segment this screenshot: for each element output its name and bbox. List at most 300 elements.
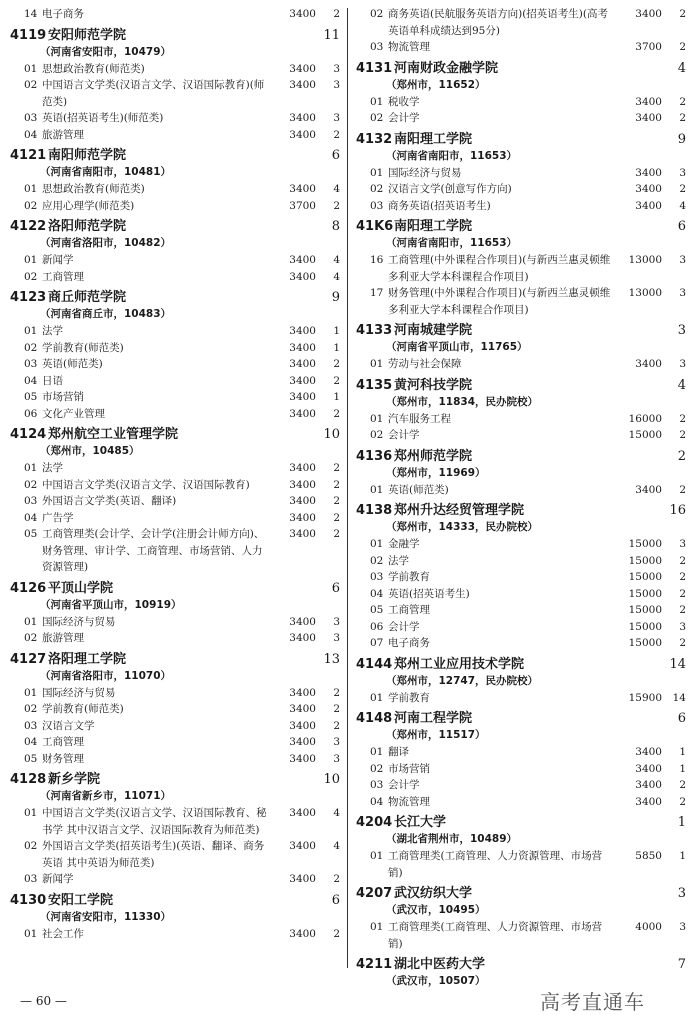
major-quota: 2 bbox=[679, 183, 686, 195]
major-row bbox=[356, 198, 686, 215]
major-row bbox=[356, 110, 686, 127]
major-code: 02 bbox=[24, 478, 38, 491]
major-fee: 15000 bbox=[628, 538, 662, 550]
school-quota: 3 bbox=[677, 886, 686, 901]
major-row bbox=[356, 427, 686, 444]
major-fee: 3400 bbox=[289, 341, 316, 354]
major-code: 02 bbox=[370, 183, 384, 195]
school-location: （河南省南阳市，11653） bbox=[386, 237, 518, 249]
major-row bbox=[10, 871, 340, 888]
major-code: 01 bbox=[370, 746, 384, 758]
major-name: 学前教育(师范类) bbox=[42, 703, 124, 715]
major-row bbox=[356, 744, 686, 761]
major-code: 01 bbox=[370, 95, 384, 108]
major-name: 财务管理 bbox=[42, 752, 84, 765]
school-code: 4123 bbox=[10, 290, 47, 305]
major-quota: 1 bbox=[679, 850, 686, 862]
school-header bbox=[10, 286, 340, 306]
major-name: 物流管理 bbox=[388, 41, 430, 53]
major-row bbox=[10, 718, 340, 735]
major-quota: 3 bbox=[333, 62, 340, 75]
major-name: 学前教育(师范类) bbox=[42, 341, 124, 354]
major-name: 新闻学 bbox=[42, 254, 74, 266]
major-row bbox=[10, 510, 340, 527]
major-row bbox=[10, 389, 340, 406]
school-quota: 2 bbox=[677, 448, 686, 464]
major-quota: 2 bbox=[333, 528, 340, 540]
major-fee: 3400 bbox=[635, 483, 662, 496]
major-row bbox=[10, 340, 340, 357]
major-row bbox=[10, 356, 340, 373]
major-code: 02 bbox=[24, 341, 38, 354]
school-location: （湖北省荆州市，10489） bbox=[386, 833, 518, 845]
major-code: 02 bbox=[24, 199, 38, 212]
major-row bbox=[10, 685, 340, 702]
major-code: 01 bbox=[370, 358, 384, 370]
school-header bbox=[356, 882, 686, 902]
major-code: 06 bbox=[24, 407, 38, 420]
major-code: 02 bbox=[24, 632, 38, 644]
major-name: 国际经济与贸易 bbox=[42, 686, 116, 699]
major-row bbox=[356, 619, 686, 636]
major-name: 工商管理(中外课程合作项目)(与新西兰惠灵顿维多利亚大学本科课程合作项目) bbox=[388, 254, 611, 283]
school-location: （河南省洛阳市，11070） bbox=[40, 669, 172, 682]
school-name: 洛阳理工学院 bbox=[48, 651, 127, 667]
major-name: 电子商务 bbox=[388, 637, 430, 649]
school-code: 4119 bbox=[10, 27, 47, 43]
major-row bbox=[10, 373, 340, 390]
major-row bbox=[356, 252, 686, 285]
school-name: 安阳师范学院 bbox=[48, 27, 127, 43]
major-row bbox=[356, 761, 686, 778]
major-fee: 15000 bbox=[628, 604, 662, 616]
major-name: 法学 bbox=[42, 462, 63, 474]
school-quota: 13 bbox=[323, 651, 340, 667]
school-quota: 16 bbox=[669, 503, 686, 518]
major-quota: 3 bbox=[333, 736, 340, 748]
major-row bbox=[10, 460, 340, 477]
school-code: 4128 bbox=[10, 772, 47, 787]
major-fee: 3700 bbox=[289, 199, 316, 212]
major-code: 03 bbox=[24, 873, 38, 885]
major-row bbox=[356, 635, 686, 652]
school-header bbox=[356, 128, 686, 148]
major-name: 税收学 bbox=[388, 95, 420, 108]
school-header bbox=[10, 144, 340, 164]
major-code: 02 bbox=[370, 762, 384, 775]
major-name: 国际经济与贸易 bbox=[388, 166, 462, 179]
major-code: 01 bbox=[370, 850, 384, 862]
school-location: （郑州市，11834，民办院校） bbox=[386, 395, 539, 408]
major-quota: 1 bbox=[333, 391, 340, 403]
major-fee: 3400 bbox=[635, 183, 662, 195]
major-quota: 2 bbox=[333, 358, 340, 370]
school-header bbox=[356, 811, 686, 831]
major-name: 日语 bbox=[42, 374, 63, 387]
major-fee: 16000 bbox=[628, 412, 662, 425]
school-name: 洛阳师范学院 bbox=[48, 219, 127, 234]
major-quota: 2 bbox=[333, 462, 340, 474]
major-fee: 3400 bbox=[289, 358, 316, 370]
school-code: 4211 bbox=[356, 957, 393, 972]
major-code: 02 bbox=[24, 840, 38, 852]
major-fee: 15900 bbox=[628, 691, 662, 704]
major-fee: 3400 bbox=[289, 79, 316, 91]
major-fee: 13000 bbox=[628, 254, 662, 266]
school-location: （河南省安阳市，11330） bbox=[40, 910, 172, 923]
major-name: 电子商务 bbox=[42, 8, 84, 20]
major-code: 04 bbox=[24, 511, 38, 524]
page-number: — 60 — bbox=[20, 994, 67, 1008]
school-quota: 14 bbox=[669, 656, 686, 672]
major-fee: 3400 bbox=[289, 528, 316, 540]
major-row bbox=[10, 805, 340, 838]
major-name: 汉语言文学 bbox=[42, 719, 95, 732]
major-row bbox=[10, 269, 340, 286]
school-quota: 9 bbox=[331, 290, 340, 305]
major-name: 汉语言文学(创意写作方向) bbox=[388, 183, 512, 195]
major-quota: 2 bbox=[333, 873, 340, 885]
major-code: 01 bbox=[370, 483, 384, 496]
school-code: 4126 bbox=[10, 580, 47, 596]
school-code: 4138 bbox=[356, 503, 393, 518]
major-name: 金融学 bbox=[388, 538, 420, 550]
major-code: 01 bbox=[24, 183, 38, 195]
major-fee: 15000 bbox=[628, 429, 662, 441]
major-code: 04 bbox=[24, 128, 38, 141]
major-row bbox=[356, 482, 686, 499]
major-code: 02 bbox=[370, 8, 384, 20]
major-quota: 1 bbox=[333, 325, 340, 337]
school-code: 4131 bbox=[356, 60, 393, 76]
major-fee: 3400 bbox=[635, 95, 662, 108]
major-quota: 3 bbox=[679, 254, 686, 266]
major-name: 会计学 bbox=[388, 429, 420, 441]
major-code: 02 bbox=[24, 703, 38, 715]
school-code: 4127 bbox=[10, 651, 47, 667]
school-quota: 6 bbox=[331, 892, 340, 908]
major-fee: 3400 bbox=[289, 719, 316, 732]
school-code: 4124 bbox=[10, 427, 47, 442]
major-code: 01 bbox=[370, 538, 384, 550]
school-name: 郑州师范学院 bbox=[394, 448, 473, 464]
major-quota: 2 bbox=[679, 412, 686, 425]
school-location: （郑州市，11517） bbox=[386, 729, 486, 741]
major-code: 03 bbox=[24, 495, 38, 507]
major-fee: 3400 bbox=[289, 736, 316, 748]
major-code: 16 bbox=[370, 254, 384, 266]
major-row bbox=[10, 614, 340, 631]
major-name: 文化产业管理 bbox=[42, 407, 105, 420]
major-code: 14 bbox=[24, 8, 38, 20]
school-quota: 7 bbox=[677, 957, 686, 972]
school-name: 河南城建学院 bbox=[394, 323, 473, 338]
major-row bbox=[356, 411, 686, 428]
major-fee: 4000 bbox=[635, 921, 662, 933]
major-quota: 3 bbox=[679, 921, 686, 933]
major-fee: 3400 bbox=[289, 807, 316, 819]
major-code: 03 bbox=[24, 112, 38, 124]
major-name: 外国语言文学类(招英语考生)(英语、翻译、商务英语 其中英语为师范类) bbox=[42, 840, 265, 869]
major-quota: 2 bbox=[679, 483, 686, 496]
major-fee: 15000 bbox=[628, 587, 662, 600]
major-name: 外国语言文学类(英语、翻译) bbox=[42, 495, 177, 507]
major-quota: 2 bbox=[679, 637, 686, 649]
major-quota: 2 bbox=[333, 703, 340, 715]
school-header bbox=[10, 215, 340, 235]
major-row bbox=[10, 323, 340, 340]
major-quota: 3 bbox=[333, 79, 340, 91]
major-name: 物流管理 bbox=[388, 795, 430, 808]
major-quota: 3 bbox=[333, 112, 340, 124]
major-code: 02 bbox=[24, 79, 38, 91]
major-fee: 3400 bbox=[289, 752, 316, 765]
school-header bbox=[356, 953, 686, 973]
major-row bbox=[10, 526, 340, 576]
major-row bbox=[10, 110, 340, 127]
major-fee: 13000 bbox=[628, 287, 662, 299]
school-header bbox=[10, 24, 340, 44]
major-quota: 4 bbox=[679, 199, 686, 212]
major-row bbox=[10, 181, 340, 198]
major-row bbox=[10, 838, 340, 871]
school-name: 平顶山学院 bbox=[48, 580, 114, 596]
school-name: 郑州航空工业管理学院 bbox=[48, 427, 179, 442]
major-row bbox=[356, 794, 686, 811]
major-fee: 3400 bbox=[289, 128, 316, 141]
school-location: （河南省南阳市，10481） bbox=[40, 166, 172, 178]
major-code: 04 bbox=[24, 374, 38, 387]
major-name: 英语(招英语考生)(师范类) bbox=[42, 112, 164, 124]
school-quota: 4 bbox=[677, 377, 686, 393]
school-quota: 3 bbox=[677, 323, 686, 338]
major-code: 01 bbox=[24, 807, 38, 819]
school-header bbox=[10, 423, 340, 443]
major-fee: 3400 bbox=[289, 840, 316, 852]
major-name: 旅游管理 bbox=[42, 632, 84, 644]
major-name: 法学 bbox=[42, 325, 63, 337]
school-header bbox=[356, 653, 686, 673]
school-code: 4204 bbox=[356, 815, 393, 830]
major-code: 05 bbox=[370, 604, 384, 616]
school-quota: 9 bbox=[677, 131, 686, 147]
school-location: （武汉市，10495） bbox=[386, 904, 486, 916]
school-code: 41K6 bbox=[356, 219, 394, 234]
major-name: 思想政治教育(师范类) bbox=[42, 183, 145, 195]
major-row bbox=[356, 690, 686, 707]
major-quota: 3 bbox=[333, 752, 340, 765]
major-name: 财务管理(中外课程合作项目)(与新西兰惠灵顿维多利亚大学本科课程合作项目) bbox=[388, 287, 611, 316]
major-fee: 3400 bbox=[289, 62, 316, 75]
left-column bbox=[10, 6, 340, 942]
major-quota: 2 bbox=[333, 478, 340, 491]
major-name: 旅游管理 bbox=[42, 128, 84, 141]
school-quota: 4 bbox=[677, 60, 686, 76]
major-quota: 3 bbox=[333, 615, 340, 628]
school-location: （河南省商丘市，10483） bbox=[40, 308, 172, 320]
major-quota: 2 bbox=[333, 128, 340, 141]
major-code: 03 bbox=[370, 41, 384, 53]
major-code: 02 bbox=[24, 270, 38, 283]
major-code: 03 bbox=[370, 779, 384, 791]
major-row bbox=[10, 6, 340, 23]
major-fee: 3400 bbox=[289, 632, 316, 644]
school-name: 商丘师范学院 bbox=[48, 290, 127, 305]
school-name: 河南工程学院 bbox=[394, 711, 473, 726]
major-fee: 3400 bbox=[289, 873, 316, 885]
major-fee: 15000 bbox=[628, 637, 662, 649]
major-quota: 4 bbox=[333, 254, 340, 266]
school-location: （郑州市，11652） bbox=[386, 78, 486, 91]
major-code: 04 bbox=[370, 795, 384, 808]
major-fee: 3400 bbox=[289, 112, 316, 124]
major-row bbox=[356, 586, 686, 603]
major-quota: 4 bbox=[333, 840, 340, 852]
major-fee: 3400 bbox=[289, 407, 316, 420]
major-row bbox=[10, 198, 340, 215]
major-quota: 2 bbox=[679, 554, 686, 567]
major-code: 04 bbox=[370, 587, 384, 600]
major-fee: 3400 bbox=[635, 166, 662, 179]
school-name: 河南财政金融学院 bbox=[394, 60, 499, 76]
major-quota: 14 bbox=[672, 691, 686, 704]
major-row bbox=[10, 61, 340, 78]
major-name: 工商管理 bbox=[42, 736, 84, 748]
major-code: 02 bbox=[370, 554, 384, 567]
major-name: 工商管理 bbox=[388, 604, 430, 616]
major-code: 03 bbox=[370, 199, 384, 212]
major-fee: 3400 bbox=[289, 391, 316, 403]
major-row bbox=[356, 602, 686, 619]
major-fee: 3400 bbox=[635, 795, 662, 808]
school-quota: 6 bbox=[677, 711, 686, 726]
major-name: 学前教育 bbox=[388, 691, 430, 704]
school-code: 4135 bbox=[356, 377, 393, 393]
major-name: 英语(师范类) bbox=[388, 483, 449, 496]
major-code: 05 bbox=[24, 752, 38, 765]
major-quota: 4 bbox=[333, 807, 340, 819]
major-code: 05 bbox=[24, 528, 38, 540]
school-code: 4130 bbox=[10, 892, 47, 908]
major-name: 工商管理类(工商管理、人力资源管理、市场营销) bbox=[388, 921, 603, 950]
major-name: 社会工作 bbox=[42, 927, 84, 940]
major-row bbox=[356, 356, 686, 373]
major-name: 会计学 bbox=[388, 112, 420, 124]
school-header bbox=[356, 445, 686, 465]
major-row bbox=[10, 127, 340, 144]
major-code: 01 bbox=[370, 921, 384, 933]
major-quota: 2 bbox=[679, 587, 686, 600]
major-quota: 3 bbox=[679, 166, 686, 179]
major-name: 英语(师范类) bbox=[42, 358, 103, 370]
major-quota: 2 bbox=[333, 719, 340, 732]
school-location: （郑州市，11969） bbox=[386, 466, 486, 479]
major-code: 01 bbox=[370, 412, 384, 425]
school-location: （河南省南阳市，11653） bbox=[386, 149, 518, 162]
major-fee: 3400 bbox=[289, 462, 316, 474]
major-name: 市场营销 bbox=[388, 762, 430, 775]
school-code: 4144 bbox=[356, 656, 393, 672]
major-row bbox=[356, 848, 686, 881]
major-quota: 2 bbox=[333, 511, 340, 524]
major-row bbox=[10, 701, 340, 718]
school-quota: 11 bbox=[323, 27, 340, 43]
major-row bbox=[356, 94, 686, 111]
major-quota: 2 bbox=[333, 495, 340, 507]
watermark-text: 高考直通车 bbox=[540, 990, 645, 1014]
school-code: 4136 bbox=[356, 448, 393, 464]
major-fee: 3400 bbox=[289, 325, 316, 337]
major-quota: 1 bbox=[679, 762, 686, 775]
school-location: （河南省平顶山市，10919） bbox=[40, 598, 182, 611]
major-name: 商务英语(招英语考生) bbox=[388, 199, 491, 212]
school-quota: 1 bbox=[677, 815, 686, 830]
major-code: 01 bbox=[24, 615, 38, 628]
school-header bbox=[10, 648, 340, 668]
major-quota: 2 bbox=[679, 604, 686, 616]
major-name: 市场营销 bbox=[42, 391, 84, 403]
school-header bbox=[356, 319, 686, 339]
major-quota: 3 bbox=[679, 620, 686, 633]
major-name: 会计学 bbox=[388, 620, 420, 633]
school-name: 湖北中医药大学 bbox=[394, 957, 486, 972]
school-name: 郑州工业应用技术学院 bbox=[394, 656, 525, 672]
major-name: 翻译 bbox=[388, 746, 409, 758]
major-row bbox=[10, 477, 340, 494]
major-row bbox=[10, 493, 340, 510]
major-fee: 3400 bbox=[289, 254, 316, 266]
major-code: 01 bbox=[370, 691, 384, 704]
column-divider bbox=[347, 8, 348, 968]
major-row bbox=[10, 630, 340, 647]
school-code: 4133 bbox=[356, 323, 393, 338]
major-fee: 3400 bbox=[635, 199, 662, 212]
major-code: 01 bbox=[24, 462, 38, 474]
major-fee: 3400 bbox=[635, 358, 662, 370]
major-code: 05 bbox=[24, 391, 38, 403]
major-row bbox=[356, 181, 686, 198]
major-quota: 1 bbox=[679, 746, 686, 758]
major-quota: 2 bbox=[333, 407, 340, 420]
school-location: （郑州市，12747，民办院校） bbox=[386, 674, 539, 687]
school-code: 4122 bbox=[10, 219, 47, 234]
major-fee: 3400 bbox=[635, 762, 662, 775]
school-quota: 8 bbox=[331, 219, 340, 234]
major-quota: 2 bbox=[679, 429, 686, 441]
major-row bbox=[356, 39, 686, 56]
major-name: 汽车服务工程 bbox=[388, 412, 451, 425]
major-name: 英语(招英语考生) bbox=[388, 587, 470, 600]
school-name: 新乡学院 bbox=[48, 772, 101, 787]
major-code: 01 bbox=[24, 927, 38, 940]
school-header bbox=[356, 499, 686, 519]
major-fee: 3400 bbox=[289, 686, 316, 699]
major-row bbox=[10, 926, 340, 943]
major-quota: 2 bbox=[333, 199, 340, 212]
school-quota: 6 bbox=[677, 219, 686, 234]
major-quota: 2 bbox=[333, 927, 340, 940]
major-row bbox=[10, 751, 340, 768]
major-quota: 2 bbox=[679, 41, 686, 53]
major-code: 02 bbox=[370, 429, 384, 441]
major-code: 02 bbox=[370, 112, 384, 124]
major-row bbox=[356, 777, 686, 794]
major-fee: 3400 bbox=[635, 8, 662, 20]
major-row bbox=[356, 919, 686, 952]
major-fee: 5850 bbox=[635, 850, 662, 862]
major-code: 01 bbox=[24, 62, 38, 75]
major-quota: 4 bbox=[333, 183, 340, 195]
